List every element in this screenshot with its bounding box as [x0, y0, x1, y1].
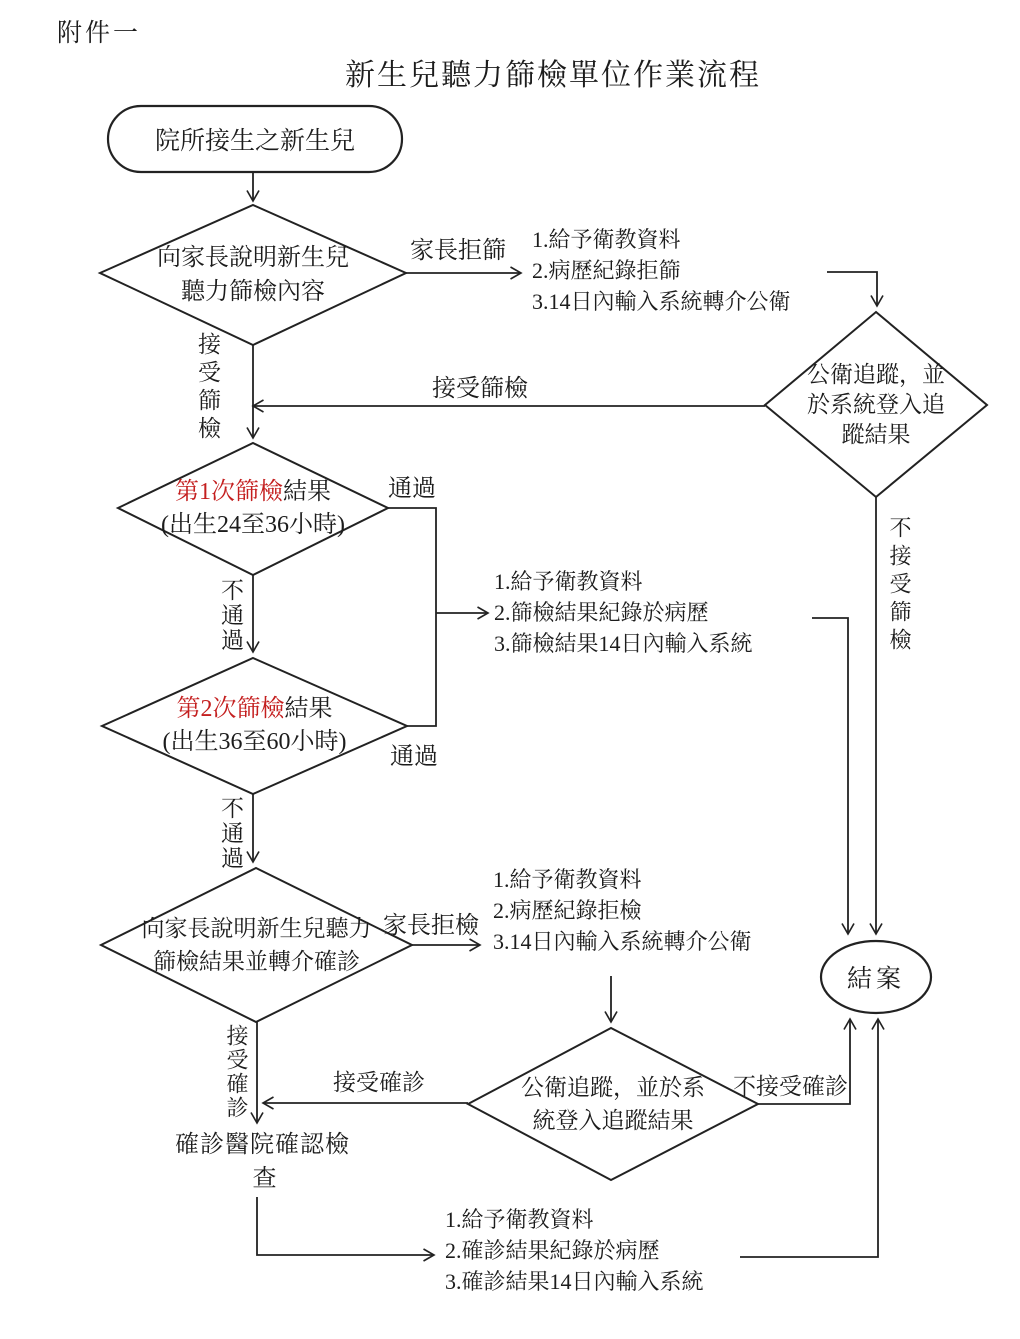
attachment-label: 附件一	[57, 20, 142, 47]
node-start-label: 院所接生之新生兒	[154, 128, 355, 155]
action-item: 1.給予衛教資料	[445, 1207, 594, 1232]
edge-label-parent-refuse-screening: 家長拒篩	[410, 238, 506, 264]
node-tracking-bottom-line2: 統登入追蹤結果	[532, 1108, 694, 1133]
node-tracking-top-line2: 於系統登入追	[807, 391, 945, 417]
node-tracking-bottom-line1: 公衛追蹤，並於系	[521, 1075, 705, 1100]
edge-label-accept-screening-vertical: 接受篩檢	[195, 332, 220, 444]
node-explain-screening-line1: 向家長說明新生兒	[157, 245, 349, 271]
edge-label-not-accept-diagnosis: 不接受確診	[733, 1074, 848, 1099]
action-list-refuse-screening	[532, 224, 791, 317]
action-item: 1.給予衛教資料	[494, 569, 643, 594]
node-start	[108, 106, 402, 172]
node-first-screening-highlight: 第1次篩檢	[175, 479, 283, 505]
edge-label-pass-1: 通過	[388, 476, 436, 502]
edge-label-accept-diagnosis: 接受確診	[333, 1070, 425, 1095]
action-item: 3.14日內輸入系統轉介公衛	[493, 929, 752, 954]
node-explain-screening	[100, 205, 406, 345]
node-second-screening-sub: (出生36至60小時)	[162, 729, 347, 755]
action-item: 1.給予衛教資料	[493, 867, 642, 892]
node-tracking-top	[765, 312, 987, 497]
edge-label-pass-2: 通過	[390, 744, 438, 770]
action-list-refuse-diagnosis	[493, 864, 752, 957]
action-item: 3.確診結果14日內輸入系統	[445, 1269, 704, 1294]
edge-label-fail-1: 不通過	[218, 578, 243, 653]
action-item: 2.病歷紀錄拒檢	[493, 898, 642, 923]
connector-block1-to-tracking	[827, 272, 877, 306]
node-close-case-label: 結案	[846, 966, 905, 993]
action-item: 1.給予衛教資料	[532, 227, 681, 252]
action-item: 2.篩檢結果紀錄於病歷	[494, 600, 709, 625]
action-list-screening-result	[494, 566, 753, 659]
node-explain-result	[101, 868, 412, 1022]
node-close-case	[821, 941, 931, 1013]
edge-label-accept-diagnosis-vertical: 接受確診	[224, 1024, 249, 1120]
connector-block2-to-close	[812, 618, 848, 934]
node-first-screening-line1	[175, 476, 331, 509]
node-tracking-top-line3: 蹤結果	[841, 421, 911, 447]
node-tracking-top-line1: 公衛追蹤，並	[807, 361, 945, 387]
action-item: 3.篩檢結果14日內輸入系統	[494, 631, 753, 656]
node-second-screening	[102, 658, 407, 794]
edge-label-accept-screening: 接受篩檢	[432, 376, 528, 402]
action-list-diagnosis-result	[445, 1204, 704, 1297]
node-explain-screening-line2: 聽力篩檢內容	[181, 279, 325, 305]
node-second-screening-line1	[177, 693, 333, 726]
node-second-screening-highlight: 第2次篩檢	[176, 696, 285, 722]
page-title: 新生兒聽力篩檢單位作業流程	[345, 59, 761, 92]
node-explain-result-line1: 向家長說明新生兒聽力	[141, 916, 372, 941]
node-second-screening-rest: 結果	[284, 696, 333, 722]
node-first-screening	[118, 443, 388, 575]
node-confirm-hospital-line2: 查	[252, 1166, 278, 1192]
connector-block4-to-close	[740, 1019, 878, 1257]
node-explain-result-line2: 篩檢結果並轉介確診	[153, 949, 360, 974]
node-confirm-hospital-line1: 確診醫院確認檢	[175, 1132, 350, 1158]
node-first-screening-sub: (出生24至36小時)	[161, 512, 345, 538]
edge-label-fail-2: 不通過	[218, 796, 243, 871]
edge-label-not-accept-screening: 不接受篩檢	[887, 516, 912, 656]
action-item: 3.14日內輸入系統轉介公衛	[532, 289, 791, 314]
action-item: 2.確診結果紀錄於病歷	[445, 1238, 660, 1263]
edge-label-parent-refuse-diagnosis: 家長拒檢	[383, 913, 479, 939]
node-tracking-bottom	[468, 1028, 758, 1180]
connector-confirm-to-block4	[257, 1197, 434, 1255]
action-item: 2.病歷紀錄拒篩	[532, 258, 681, 283]
node-first-screening-rest: 結果	[283, 479, 331, 505]
node-confirm-hospital	[175, 1128, 355, 1196]
